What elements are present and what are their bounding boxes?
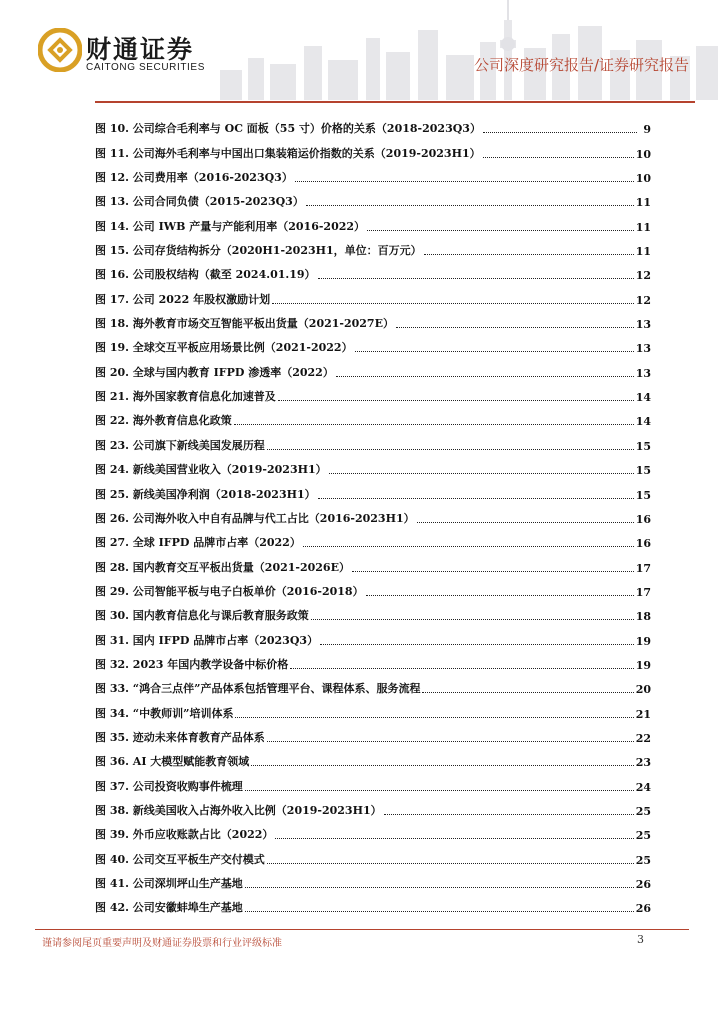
toc-entry-title: 图 30. 国内教育信息化与课后教育服务政策 (95, 609, 309, 623)
toc-entry[interactable] (95, 891, 651, 915)
caitong-logo-icon (38, 28, 82, 72)
toc-entry-title: 图 32. 2023 年国内教学设备中标价格 (95, 657, 289, 671)
toc-entry-title: 图 11. 公司海外毛利率与中国出口集装箱运价指数的关系（2019-2023H1） (95, 146, 481, 160)
brand-name-en: CAITONG SECURITIES (86, 62, 205, 73)
toc-entry-page: 13 (635, 318, 651, 332)
toc-dot-leader (384, 813, 634, 815)
toc-dot-leader (483, 131, 637, 133)
toc-entry[interactable] (95, 696, 651, 720)
toc-entry-page: 25 (635, 829, 651, 843)
toc-entry-page: 14 (635, 391, 651, 405)
toc-entry-title: 图 23. 公司旗下新线美国发展历程 (95, 438, 265, 452)
toc-entry[interactable] (95, 721, 651, 745)
toc-entry-title: 图 39. 外币应收账款占比（2022） (95, 828, 274, 842)
toc-dot-leader (306, 204, 634, 206)
toc-dot-leader (303, 545, 634, 547)
toc-dot-leader (367, 229, 634, 231)
toc-entry[interactable] (95, 428, 651, 452)
toc-entry-title: 图 22. 海外教育信息化政策 (95, 414, 232, 428)
toc-entry-title: 图 25. 新线美国净利润（2018-2023H1） (95, 487, 316, 501)
toc-entry-title: 图 36. AI 大模型赋能教育领域 (95, 755, 250, 769)
toc-dot-leader (318, 497, 634, 499)
toc-entry-page: 23 (635, 756, 651, 770)
toc-entry-title: 图 26. 公司海外收入中自有品牌与代工占比（2016-2023H1） (95, 511, 415, 525)
toc-entry[interactable] (95, 209, 651, 233)
toc-entry-page: 14 (635, 415, 651, 429)
toc-entry-title: 图 28. 国内教育交互平板出货量（2021-2026E） (95, 560, 350, 574)
toc-entry-page: 19 (635, 634, 651, 648)
toc-entry-page: 17 (635, 585, 651, 599)
toc-dot-leader (295, 180, 634, 182)
toc-dot-leader (267, 740, 634, 742)
toc-entry-title: 图 13. 公司合同负债（2015-2023Q3） (95, 195, 304, 209)
toc-entry-page: 13 (635, 342, 651, 356)
toc-entry-page: 15 (635, 464, 651, 478)
toc-dot-leader (278, 399, 634, 401)
toc-entry[interactable] (95, 575, 651, 599)
header-divider (95, 101, 695, 103)
toc-entry-page: 26 (635, 902, 651, 916)
toc-entry-title: 图 38. 新线美国收入占海外收入比例（2019-2023H1） (95, 803, 382, 817)
toc-dot-leader (352, 570, 634, 572)
toc-dot-leader (272, 302, 634, 304)
toc-dot-leader (234, 423, 634, 425)
toc-entry[interactable] (95, 818, 651, 842)
toc-entry[interactable] (95, 282, 651, 306)
toc-entry-title: 图 41. 公司深圳坪山生产基地 (95, 877, 243, 890)
toc-entry[interactable] (95, 599, 651, 623)
toc-entry-title: 图 18. 海外教育市场交互智能平板出货量（2021-2027E） (95, 317, 394, 331)
toc-entry[interactable] (95, 842, 651, 866)
toc-entry-page: 19 (635, 658, 651, 672)
toc-entry-page: 11 (635, 196, 651, 210)
toc-entry-title: 图 21. 海外国家教育信息化加速普及 (95, 390, 276, 404)
toc-entry-page: 16 (635, 537, 651, 551)
toc-entry-title: 图 29. 公司智能平板与电子白板单价（2016-2018） (95, 584, 364, 598)
toc-entry-page: 12 (635, 269, 651, 283)
toc-entry-page: 10 (635, 147, 651, 161)
toc-entry-page: 26 (635, 878, 651, 891)
toc-entry[interactable] (95, 234, 651, 258)
toc-entry[interactable] (95, 794, 651, 818)
toc-entry[interactable] (95, 258, 651, 282)
toc-entry-title: 图 14. 公司 IWB 产量与产能利用率（2016-2022） (95, 219, 366, 233)
toc-entry[interactable] (95, 867, 651, 891)
toc-entry-title: 图 12. 公司费用率（2016-2023Q3） (95, 171, 293, 185)
toc-entry-page: 11 (635, 245, 651, 259)
toc-entry-page: 16 (635, 512, 651, 526)
toc-entry[interactable] (95, 745, 651, 769)
toc-dot-leader (245, 789, 634, 791)
report-type-label: 公司深度研究报告/证券研究报告 (473, 56, 689, 74)
toc-dot-leader (235, 716, 633, 718)
toc-dot-leader (417, 521, 634, 523)
toc-entry-page: 25 (635, 853, 651, 867)
brand-name-cn: 财通证券 (86, 35, 195, 64)
toc-dot-leader (318, 277, 634, 279)
toc-entry-title: 图 27. 全球 IFPD 品牌市占率（2022） (95, 536, 301, 550)
toc-entry-title: 图 10. 公司综合毛利率与 OC 面板（55 寸）价格的关系（2018-2023Q3） (95, 122, 481, 136)
toc-dot-leader (251, 764, 633, 766)
toc-dot-leader (336, 375, 634, 377)
toc-dot-leader (275, 837, 633, 839)
toc-entry-title: 图 15. 公司存货结构拆分（2020H1-2023H1，单位：百万元） (95, 244, 422, 258)
city-skyline-decoration (200, 0, 724, 100)
toc-dot-leader (320, 643, 634, 645)
toc-entry-page: 15 (635, 488, 651, 502)
toc-dot-leader (422, 691, 633, 693)
toc-entry[interactable] (95, 623, 651, 647)
toc-entry-title: 图 19. 全球交互平板应用场景比例（2021-2022） (95, 341, 353, 355)
footer-divider (35, 929, 689, 930)
toc-dot-leader (329, 472, 634, 474)
toc-entry-page: 24 (635, 780, 651, 794)
footer-disclaimer: 谨请参阅尾页重要声明及财通证券股票和行业评级标准 (42, 938, 282, 949)
toc-entry-page: 22 (635, 731, 651, 745)
toc-entry[interactable] (95, 380, 651, 404)
toc-entry-page: 18 (635, 610, 651, 624)
toc-dot-leader (267, 448, 634, 450)
toc-entry[interactable] (95, 672, 651, 696)
toc-entry[interactable] (95, 307, 651, 331)
toc-dot-leader (267, 862, 634, 864)
toc-entry-page: 12 (635, 293, 651, 307)
toc-entry-title: 图 40. 公司交互平板生产交付模式 (95, 852, 265, 866)
toc-entry[interactable] (95, 112, 651, 136)
page-number: 3 (637, 933, 644, 946)
page-header (0, 0, 724, 106)
toc-entry-title: 图 42. 公司安徽蚌埠生产基地 (95, 901, 243, 915)
toc-entry[interactable] (95, 161, 651, 185)
toc-entry-title: 图 35. 迹动未来体育教育产品体系 (95, 730, 265, 744)
toc-entry-title: 图 33. “鸿合三点伴”产品体系包括管理平台、课程体系、服务流程 (95, 682, 421, 696)
toc-entry-page: 17 (635, 561, 651, 575)
toc-entry[interactable] (95, 550, 651, 574)
toc-entry-title: 图 16. 公司股权结构（截至 2024.01.19） (95, 268, 316, 282)
figure-index-list (95, 112, 651, 915)
toc-dot-leader (396, 326, 634, 328)
toc-dot-leader (424, 253, 634, 255)
toc-entry[interactable] (95, 526, 651, 550)
toc-entry-page: 10 (635, 172, 651, 186)
toc-entry-title: 图 20. 全球与国内教育 IFPD 渗透率（2022） (95, 365, 334, 379)
toc-entry-title: 图 31. 国内 IFPD 品牌市占率（2023Q3） (95, 633, 319, 647)
toc-entry-page: 15 (635, 439, 651, 453)
toc-entry-title: 图 37. 公司投资收购事件梳理 (95, 779, 243, 793)
toc-entry-page: 11 (635, 220, 651, 234)
toc-entry[interactable] (95, 477, 651, 501)
toc-entry[interactable] (95, 453, 651, 477)
caitong-logo (38, 28, 213, 78)
toc-dot-leader (290, 667, 633, 669)
toc-dot-leader (483, 156, 634, 158)
toc-entry-page: 9 (643, 123, 651, 137)
toc-dot-leader (245, 886, 634, 888)
toc-dot-leader (245, 910, 634, 912)
toc-entry-page: 20 (635, 683, 651, 697)
toc-entry[interactable] (95, 769, 651, 793)
toc-entry[interactable] (95, 136, 651, 160)
toc-dot-leader (355, 350, 634, 352)
toc-entry-page: 13 (635, 366, 651, 380)
toc-entry[interactable] (95, 355, 651, 379)
toc-entry[interactable] (95, 185, 651, 209)
toc-entry-page: 21 (635, 707, 651, 721)
toc-entry[interactable] (95, 648, 651, 672)
toc-entry[interactable] (95, 502, 651, 526)
toc-entry[interactable] (95, 404, 651, 428)
toc-dot-leader (366, 594, 634, 596)
toc-entry[interactable] (95, 331, 651, 355)
toc-dot-leader (311, 618, 634, 620)
toc-entry-page: 25 (635, 804, 651, 818)
toc-entry-title: 图 34. “中教师训”培训体系 (95, 706, 234, 720)
toc-entry-title: 图 17. 公司 2022 年股权激励计划 (95, 292, 271, 306)
toc-entry-title: 图 24. 新线美国营业收入（2019-2023H1） (95, 463, 327, 477)
